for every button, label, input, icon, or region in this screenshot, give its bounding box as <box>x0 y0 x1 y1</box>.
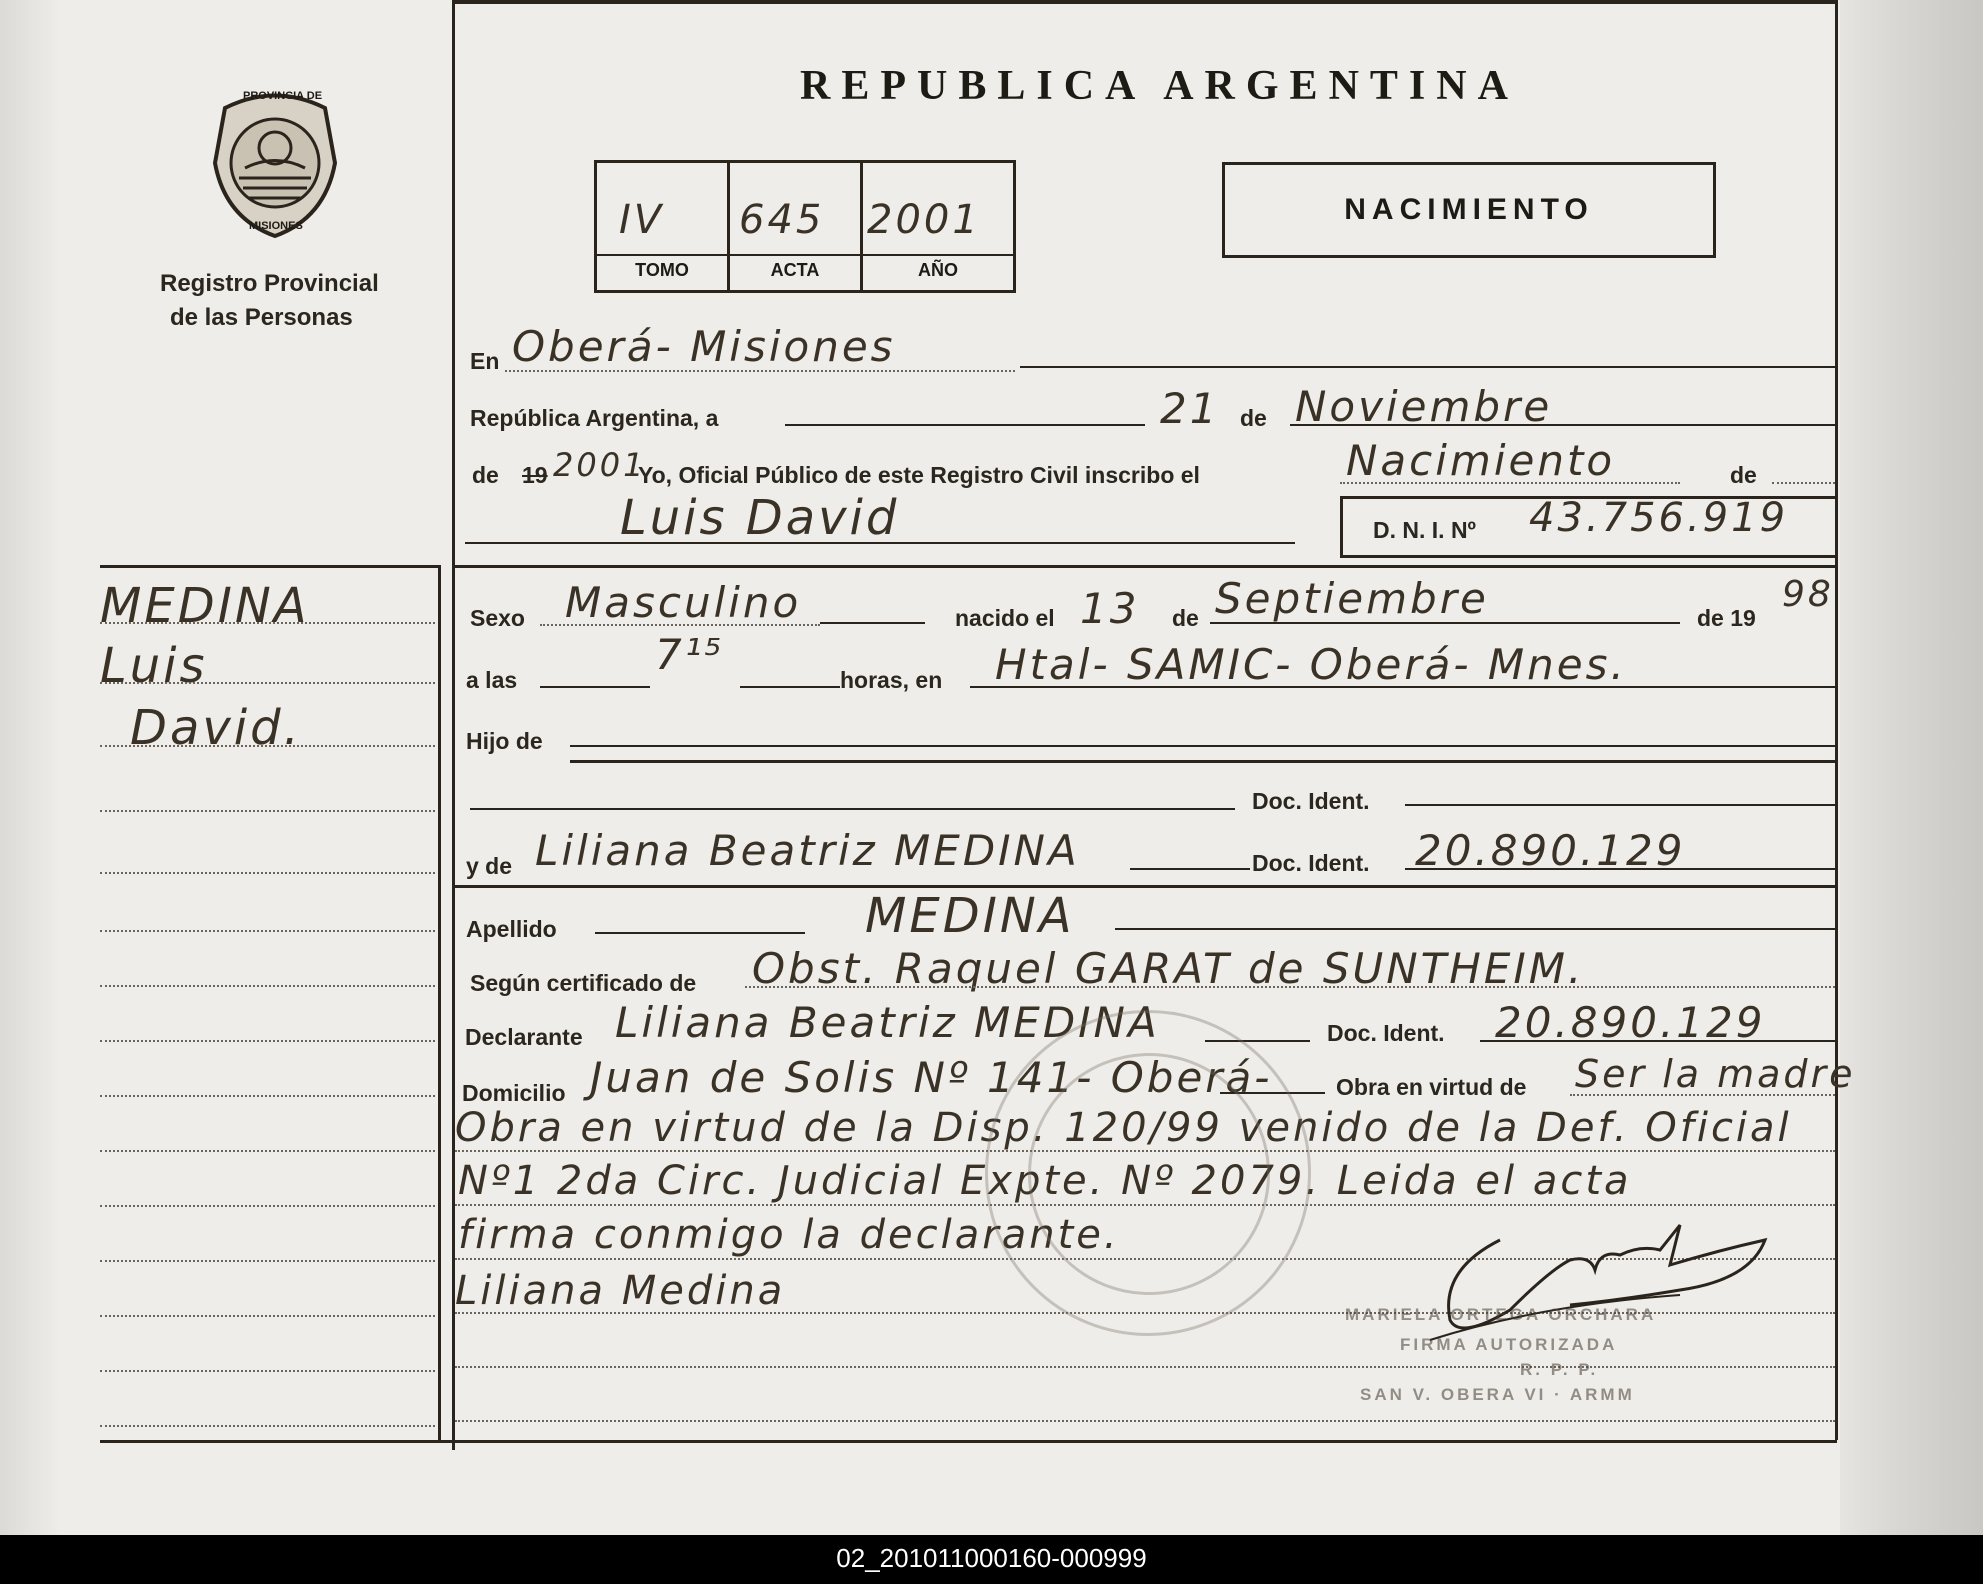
horas-label: horas, en <box>840 667 943 693</box>
obra-line <box>1570 1094 1835 1096</box>
registry-stamp <box>985 1010 1311 1336</box>
mother-name: Liliana Beatriz MEDINA <box>535 826 1080 875</box>
segun-label: Según certificado de <box>470 970 697 996</box>
name-line <box>465 542 1295 544</box>
acta-value: 645 <box>739 197 825 243</box>
official-rpp: R. P. P. <box>1520 1360 1599 1379</box>
domicilio-label: Domicilio <box>462 1080 566 1106</box>
seal-text-top: PROVINCIA DE <box>243 90 323 102</box>
sexo-value: Masculino <box>565 578 802 627</box>
hour-line <box>740 686 840 688</box>
dni-box <box>1340 496 1838 558</box>
mother-line <box>1130 868 1250 870</box>
record-type: NACIMIENTO <box>1344 193 1594 226</box>
mother-doc-line <box>1405 868 1835 870</box>
side-dotted-line <box>100 1260 435 1262</box>
domicilio-value: Juan de Solis Nº 141- Oberá- <box>590 1053 1273 1102</box>
obra-value: Ser la madre <box>1575 1052 1856 1096</box>
side-dotted-line <box>100 1150 435 1152</box>
official-signature-icon <box>1420 1210 1780 1350</box>
father-doc-line <box>1405 804 1835 806</box>
de19-label: de 19 <box>1697 605 1756 631</box>
side-firstname: Luis <box>100 638 208 694</box>
birth-month: Septiembre <box>1215 574 1489 623</box>
apellido-label: Apellido <box>466 916 557 942</box>
registry-line1: Registro Provincial <box>160 270 379 297</box>
right-frame-line <box>1835 0 1838 1440</box>
side-dotted-line <box>100 1095 435 1097</box>
hour-value: 7¹⁵ <box>655 630 725 679</box>
declarante-label: Declarante <box>465 1024 583 1050</box>
declarante-value: Liliana Beatriz MEDINA <box>615 998 1160 1047</box>
side-dotted-line <box>100 745 435 747</box>
side-surname: MEDINA <box>100 578 310 634</box>
tomo-value: IV <box>619 197 665 243</box>
side-dotted-line <box>100 1425 435 1427</box>
de-label-2: de <box>1730 462 1757 488</box>
record-box <box>594 160 1016 293</box>
doc-ident-label: Doc. Ident. <box>1327 1020 1445 1046</box>
place-value: Oberá- Misiones <box>512 322 896 371</box>
declarante-doc: 20.890.129 <box>1495 998 1766 1047</box>
note-line-2: Nº1 2da Circ. Judicial Expte. Nº 2079. Leida el acta <box>458 1158 1632 1204</box>
apellido-line <box>1115 928 1835 930</box>
tomo-label: TOMO <box>635 260 689 280</box>
seal-icon <box>205 88 345 238</box>
de-label-3: de <box>1172 605 1199 631</box>
birth-month-line <box>1210 622 1680 624</box>
birth-year: 98 <box>1782 574 1834 615</box>
year-handwritten: 2001 <box>553 446 647 484</box>
father-doc-line <box>470 808 1235 810</box>
registry-stamp-inner <box>1028 1053 1270 1295</box>
ano-label: AÑO <box>918 260 958 280</box>
certificado-value: Obst. Raquel GARAT de SUNTHEIM. <box>752 944 1585 993</box>
certificado-line <box>745 986 1835 988</box>
birth-place: Htal- SAMIC- Oberá- Mnes. <box>995 640 1627 689</box>
note-line-1: Obra en virtud de la Disp. 120/99 venido de la Def. Oficial <box>455 1105 1792 1151</box>
section-line <box>455 885 1835 888</box>
official-office: SAN V. OBERA VI · ARMM <box>1360 1385 1635 1404</box>
doc-ident-label: Doc. Ident. <box>1252 850 1370 876</box>
obra-label: Obra en virtud de <box>1336 1074 1527 1100</box>
side-dotted-line <box>100 985 435 987</box>
ano-value: 2001 <box>867 197 981 243</box>
acta-label: ACTA <box>770 260 820 280</box>
declarant-signature: Liliana Medina <box>455 1268 786 1314</box>
dni-value: 43.756.919 <box>1529 495 1789 541</box>
child-name: Luis David <box>620 490 900 546</box>
page-shadow <box>0 0 60 1535</box>
yde-label: y de <box>466 853 513 879</box>
month-line <box>1290 424 1835 426</box>
apellido-line <box>595 932 805 934</box>
inscribo-value: Nacimiento <box>1346 436 1616 485</box>
official-name-stamp: MARIELA ORTEGA ORCHARA <box>1345 1305 1657 1324</box>
apellido-value: MEDINA <box>865 888 1075 944</box>
place-line <box>505 370 1015 372</box>
province-seal <box>205 88 345 238</box>
side-dotted-line <box>100 622 435 624</box>
side-dotted-line <box>100 810 435 812</box>
de-line <box>1772 482 1835 484</box>
side-dotted-line <box>100 1370 435 1372</box>
day-line <box>785 424 1145 426</box>
inscribo-line <box>1340 482 1680 484</box>
father-line <box>570 745 1835 747</box>
de-label: de <box>1240 405 1267 431</box>
doc-ident-label: Doc. Ident. <box>1252 788 1370 814</box>
note-dotted-line <box>455 1366 1835 1368</box>
hijo-label: Hijo de <box>466 728 543 754</box>
father-line-2 <box>570 760 1835 763</box>
month-value: Noviembre <box>1295 382 1553 431</box>
sexo-line <box>540 624 820 626</box>
side-dotted-line <box>100 1040 435 1042</box>
left-frame-line <box>452 0 455 1450</box>
seal-text-bottom: MISIONES <box>249 220 303 232</box>
page-edge <box>1840 0 1983 1535</box>
side-divider-line <box>438 565 441 1443</box>
hour-line <box>540 686 650 688</box>
side-top-line <box>100 565 440 568</box>
birth-place-line <box>970 686 1835 688</box>
page-title: REPUBLICA ARGENTINA <box>800 63 1519 109</box>
official-authorized: FIRMA AUTORIZADA <box>1400 1335 1618 1354</box>
republica-label: República Argentina, a <box>470 405 719 431</box>
side-dotted-line <box>100 1315 435 1317</box>
sexo-line <box>820 622 925 624</box>
side-dotted-line <box>100 682 435 684</box>
year-de-label: de <box>472 462 499 488</box>
declarante-doc-line <box>1480 1040 1835 1042</box>
sexo-label: Sexo <box>470 605 525 631</box>
side-dotted-line <box>100 1205 435 1207</box>
note-line-3: firma conmigo la declarante. <box>458 1212 1120 1258</box>
oficial-text: Yo, Oficial Público de este Registro Civil inscribo el <box>638 462 1200 488</box>
footer-filename: 02_201011000160-000999 <box>0 1535 1983 1584</box>
mother-doc: 20.890.129 <box>1415 826 1686 875</box>
day-value: 21 <box>1160 384 1220 433</box>
record-underline <box>597 254 1013 256</box>
dni-label: D. N. I. Nº <box>1373 517 1476 543</box>
place-line <box>1020 366 1835 368</box>
a-las-label: a las <box>466 667 518 693</box>
section-line <box>455 565 1835 568</box>
nacido-label: nacido el <box>955 605 1055 631</box>
record-type-box <box>1222 162 1716 258</box>
side-middlename: David. <box>130 700 302 756</box>
year-printed: 19 <box>522 462 548 488</box>
bottom-frame-line <box>100 1440 1837 1443</box>
side-dotted-line <box>100 872 435 874</box>
birth-day: 13 <box>1080 584 1140 633</box>
note-dotted-line <box>455 1420 1835 1422</box>
en-label: En <box>470 348 500 374</box>
registry-line2: de las Personas <box>170 304 353 331</box>
side-dotted-line <box>100 930 435 932</box>
top-frame-line <box>455 0 1835 4</box>
